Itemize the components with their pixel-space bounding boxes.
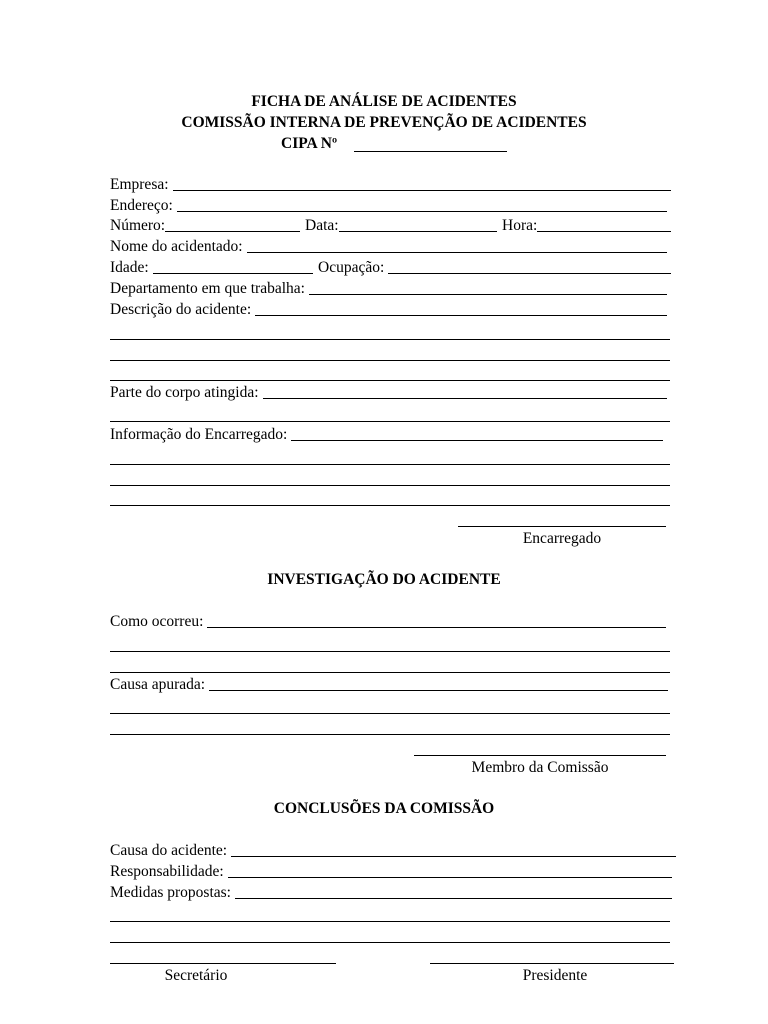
causa-acidente-field[interactable] bbox=[110, 842, 676, 860]
encarregado-label: Encarregado bbox=[522, 530, 602, 547]
form-title: FICHA DE ANÁLISE DE ACIDENTES bbox=[251, 93, 517, 110]
causa-apurada-line-2[interactable] bbox=[110, 713, 670, 714]
secretario-signature-line[interactable] bbox=[110, 963, 336, 964]
departamento-line[interactable] bbox=[309, 294, 667, 295]
informacao-field[interactable] bbox=[110, 426, 663, 444]
como-ocorreu-line-2[interactable] bbox=[110, 651, 670, 652]
investigacao-title: INVESTIGAÇÃO DO ACIDENTE bbox=[267, 571, 501, 588]
responsabilidade-label: Responsabilidade: bbox=[110, 863, 224, 880]
informacao-label: Informação do Encarregado: bbox=[110, 426, 288, 443]
numero-field[interactable] bbox=[110, 217, 300, 235]
departamento-label: Departamento em que trabalha: bbox=[110, 280, 305, 297]
medidas-field[interactable] bbox=[110, 884, 672, 902]
nome-line[interactable] bbox=[247, 252, 667, 253]
parte-corpo-field[interactable] bbox=[110, 384, 667, 402]
causa-acidente-label: Causa do acidente: bbox=[110, 842, 228, 859]
encarregado-signature-line[interactable] bbox=[458, 526, 666, 527]
como-ocorreu-line[interactable] bbox=[207, 627, 666, 628]
ocupacao-label: Ocupação: bbox=[318, 259, 385, 276]
cipa-number-label: CIPA Nº bbox=[281, 135, 338, 152]
descricao-line-4[interactable] bbox=[110, 380, 670, 381]
causa-apurada-line[interactable] bbox=[209, 690, 668, 691]
conclusoes-title: CONCLUSÕES DA COMISSÃO bbox=[273, 800, 495, 817]
parte-corpo-label: Parte do corpo atingida: bbox=[110, 384, 259, 401]
causa-acidente-line[interactable] bbox=[231, 856, 676, 857]
informacao-line-2[interactable] bbox=[110, 464, 670, 465]
presidente-label: Presidente bbox=[522, 967, 588, 984]
descricao-field[interactable] bbox=[110, 301, 667, 319]
idade-line[interactable] bbox=[153, 273, 313, 274]
membro-signature-line[interactable] bbox=[414, 755, 666, 756]
departamento-field[interactable] bbox=[110, 280, 667, 298]
informacao-line-4[interactable] bbox=[110, 505, 670, 506]
informacao-line[interactable] bbox=[291, 440, 663, 441]
presidente-signature-line[interactable] bbox=[430, 963, 674, 964]
empresa-label: Empresa: bbox=[110, 176, 169, 193]
endereco-label: Endereço: bbox=[110, 197, 173, 214]
parte-corpo-line[interactable] bbox=[263, 398, 668, 399]
hora-line[interactable] bbox=[537, 231, 671, 232]
descricao-line-2[interactable] bbox=[110, 339, 670, 340]
descricao-line-3[interactable] bbox=[110, 360, 670, 361]
como-ocorreu-field[interactable] bbox=[110, 613, 666, 631]
data-line[interactable] bbox=[339, 231, 497, 232]
cipa-number-line[interactable] bbox=[354, 151, 507, 152]
responsabilidade-line[interactable] bbox=[228, 877, 672, 878]
medidas-label: Medidas propostas: bbox=[110, 884, 231, 901]
endereco-line[interactable] bbox=[177, 211, 667, 212]
hora-label: Hora: bbox=[502, 217, 538, 234]
medidas-line-2[interactable] bbox=[110, 921, 670, 922]
ocupacao-field[interactable] bbox=[318, 259, 671, 277]
secretario-label: Secretário bbox=[164, 967, 228, 984]
responsabilidade-field[interactable] bbox=[110, 863, 672, 881]
como-ocorreu-line-3[interactable] bbox=[110, 672, 670, 673]
hora-field[interactable] bbox=[502, 217, 671, 235]
descricao-label: Descrição do acidente: bbox=[110, 301, 252, 318]
parte-corpo-line-2[interactable] bbox=[110, 421, 670, 422]
membro-comissao-label: Membro da Comissão bbox=[471, 759, 609, 776]
ocupacao-line[interactable] bbox=[388, 273, 671, 274]
nome-label: Nome do acidentado: bbox=[110, 238, 243, 255]
data-label: Data: bbox=[305, 217, 339, 234]
form-subtitle: COMISSÃO INTERNA DE PREVENÇÃO DE ACIDENTES bbox=[181, 114, 587, 131]
medidas-line-3[interactable] bbox=[110, 942, 670, 943]
numero-line[interactable] bbox=[165, 231, 300, 232]
informacao-line-3[interactable] bbox=[110, 485, 670, 486]
idade-label: Idade: bbox=[110, 259, 149, 276]
empresa-field[interactable] bbox=[110, 176, 671, 194]
como-ocorreu-label: Como ocorreu: bbox=[110, 613, 204, 630]
idade-field[interactable] bbox=[110, 259, 313, 277]
medidas-line[interactable] bbox=[235, 898, 672, 899]
descricao-line[interactable] bbox=[255, 315, 667, 316]
nome-field[interactable] bbox=[110, 238, 667, 256]
endereco-field[interactable] bbox=[110, 197, 667, 215]
data-field[interactable] bbox=[305, 217, 497, 235]
numero-label: Número: bbox=[110, 217, 166, 234]
causa-apurada-line-3[interactable] bbox=[110, 734, 670, 735]
causa-apurada-field[interactable] bbox=[110, 676, 668, 694]
empresa-line[interactable] bbox=[173, 190, 671, 191]
causa-apurada-label: Causa apurada: bbox=[110, 676, 206, 693]
